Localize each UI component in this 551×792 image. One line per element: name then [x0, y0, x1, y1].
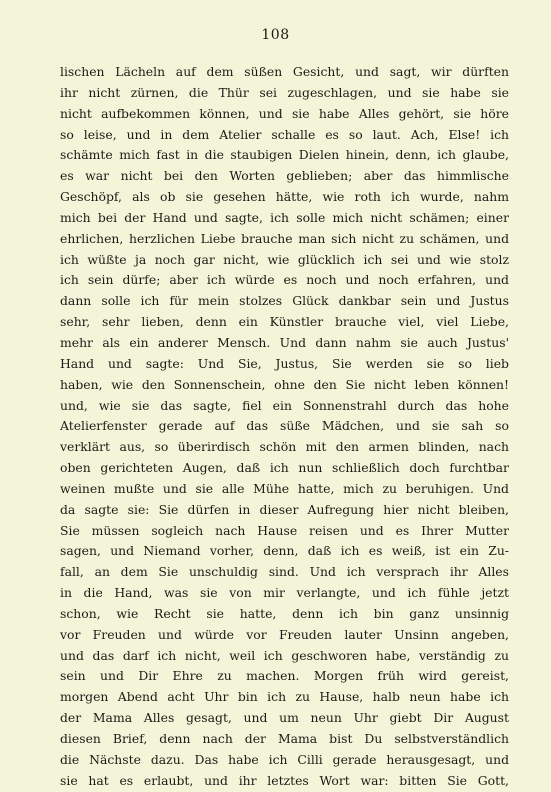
text-line: so leise, und in dem Atelier schalle es so laut. Ach, Else! ich — [60, 126, 509, 142]
body-text — [60, 62, 509, 792]
text-line: Atelierfenster gerade auf das süße Mädchen, und sie sah so — [60, 418, 509, 434]
text-line: verklärt aus, so überirdisch schön mit den armen blinden, nach — [60, 439, 509, 455]
text-line: sehr, sehr lieben, denn ein Künstler brauche viel, viel Liebe, — [60, 314, 509, 330]
text-line: und das darf ich nicht, weil ich geschworen habe, verständig zu — [60, 647, 509, 663]
text-line: schämte mich fast in die staubigen Dielen hinein, denn, ich glaube, — [60, 147, 509, 163]
text-line: lischen Lächeln auf dem süßen Gesicht, und sagt, wir dürften — [60, 64, 509, 79]
text-line: in die Hand, was sie von mir verlangte, und ich fühle jetzt — [60, 585, 509, 601]
text-line: diesen Brief, denn nach der Mama bist Du selbstverständlich — [60, 731, 509, 746]
text-line: Geschöpf, als ob sie gesehen hätte, wie roth ich wurde, nahm — [60, 189, 509, 205]
text-line: der Mama Alles gesagt, und um neun Uhr giebt Dir August — [60, 710, 509, 726]
text-line: ehrlichen, herzlichen Liebe brauche man sich nicht zu schämen, und — [60, 230, 509, 246]
text-line: weinen mußte und sie alle Mühe hatte, mich zu beruhigen. Und — [60, 480, 509, 496]
text-line: mich bei der Hand und sagte, ich solle mich nicht schämen; einer — [60, 209, 509, 225]
text-line: sie hat es erlaubt, und ihr letztes Wort war: bitten Sie Gott, — [60, 772, 509, 788]
page-number: 108 — [261, 27, 290, 43]
text-line: ich sein dürfe; aber ich würde es noch und noch erfahren, und — [60, 272, 509, 288]
text-line: fall, an dem Sie unschuldig sind. Und ich versprach ihr Alles — [60, 564, 509, 580]
text-line: es war nicht bei den Worten geblieben; aber das himmlische — [60, 168, 509, 184]
text-line: vor Freuden und würde vor Freuden lauter Unsinn angeben, — [60, 626, 509, 642]
text-line: Hand und sagte: Und Sie, Justus, Sie werden sie so lieb — [60, 355, 509, 371]
text-line: ihr nicht zürnen, die Thür sei zugeschlagen, und sie habe sie — [60, 84, 509, 100]
text-line: sein und Dir Ehre zu machen. Morgen früh wird gereist, — [60, 668, 509, 684]
text-line: schon, wie Recht sie hatte, denn ich bin ganz unsinnig — [60, 605, 509, 621]
text-line: da sagte sie: Sie dürfen in dieser Aufregung hier nicht bleiben, — [60, 501, 509, 517]
text-line: die Nächste dazu. Das habe ich Cilli gerade herausgesagt, und — [60, 751, 509, 767]
text-line: oben gerichteten Augen, daß ich nun schließlich doch furchtbar — [60, 460, 509, 476]
text-line: dann solle ich für mein stolzes Glück dankbar sein und Justus — [60, 293, 509, 309]
text-line: und, wie sie das sagte, fiel ein Sonnenstrahl durch das hohe — [60, 397, 509, 413]
text-line: nicht aufbekommen können, und sie habe Alles gehört, sie höre — [60, 105, 509, 121]
text-line: sagen, und Niemand vorher, denn, daß ich es weiß, ist ein Zu- — [60, 543, 509, 559]
text-line: ich wüßte ja noch gar nicht, wie glücklich ich sei und wie stolz — [60, 251, 509, 267]
text-line: morgen Abend acht Uhr bin ich zu Hause, halb neun habe ich — [60, 689, 509, 705]
text-line: mehr als ein anderer Mensch. Und dann nahm sie auch Justus' — [60, 334, 509, 350]
text-line: haben, wie den Sonnenschein, ohne den Sie nicht leben können! — [60, 376, 509, 392]
text-line: Sie müssen sogleich nach Hause reisen und es Ihrer Mutter — [60, 522, 509, 538]
